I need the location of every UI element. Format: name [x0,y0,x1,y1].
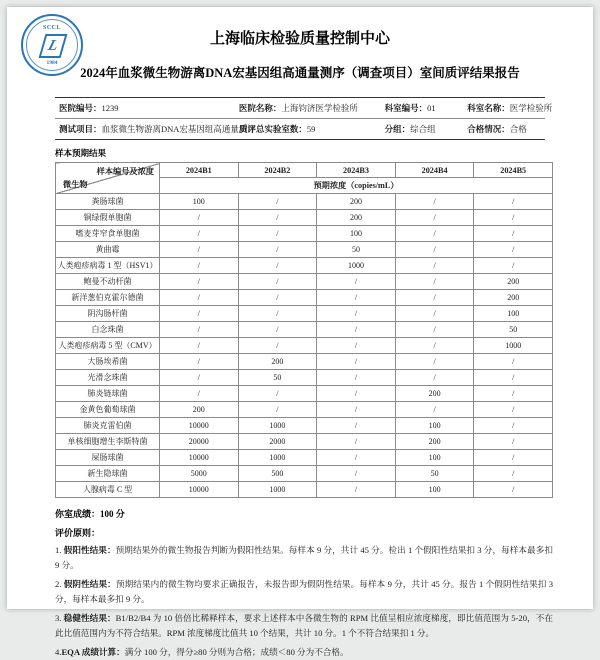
concentration-value-cell: / [317,450,396,466]
concentration-value-cell: 5000 [160,466,239,482]
concentration-value-cell: 10000 [160,418,239,434]
microbe-name-cell: 人类疱疹病毒 5 型（CMV） [56,338,160,354]
concentration-value-cell: / [474,466,553,482]
info-field [59,102,239,114]
info-field-value: 综合组 [410,124,436,134]
concentration-value-cell: 200 [395,434,474,450]
table-row [56,402,553,418]
item-text: 预期结果外的微生物报告判断为假阳性结果。每样本 9 分，共计 45 分。检出 1 个假阳性结果扣 3 分，每样本最多扣 9 分。 [55,545,553,571]
concentration-value-cell: 1000 [238,482,317,498]
evaluation-item-4 [55,645,553,660]
concentration-value-cell: / [238,274,317,290]
microbe-name-cell: 人类疱疹病毒 1 型（HSV1） [56,258,160,274]
microbe-name-cell: 人腺病毒 C 型 [56,482,160,498]
table-row [56,338,553,354]
info-field-value: 合格 [509,124,527,134]
table-row [56,210,553,226]
concentration-value-cell: / [160,354,239,370]
info-field-label: 医院编号： [59,103,102,113]
logo-sccl-text: SCCL [42,25,61,31]
item-number: 2. [55,579,64,590]
table-row [56,290,553,306]
concentration-value-cell: / [160,258,239,274]
info-field [467,102,553,114]
info-field-value: 1239 [101,103,119,113]
table-row [56,306,553,322]
microbe-name-cell: 鲍曼不动杆菌 [56,274,160,290]
evaluation-item-1 [55,543,553,573]
microbe-name-cell: 新洋葱伯克霍尔德菌 [56,290,160,306]
concentration-value-cell: / [395,290,474,306]
table-row [56,258,553,274]
concentration-value-cell: / [317,370,396,386]
concentration-value-cell: / [238,322,317,338]
concentration-value-cell: / [317,402,396,418]
concentration-value-cell: / [474,434,553,450]
item-text: 预期结果内的微生物均要求正确报告，未报告即为假阴性结果。每样本 9 分，共计 45 分。报告 1 个假阴性结果扣 3 分，每样本最多扣 9 分。 [55,579,553,605]
table-header-row [56,163,553,178]
expected-results-section-label: 样本预期结果 [55,148,107,158]
concentration-value-cell: / [317,354,396,370]
concentration-value-cell: / [474,258,553,274]
info-field-value: 59 [306,124,316,134]
concentration-value-cell: / [395,370,474,386]
concentration-value-cell: / [238,210,317,226]
org-title: 上海临床检验质量控制中心 [209,31,390,47]
info-field-value: 01 [427,103,436,113]
subheader-cell: 预期浓度（copies/mL） [160,178,553,194]
table-row [56,386,553,402]
item-text: 满分 100 分，得分≥80 分则为合格；成绩＜80 分为不合格。 [124,647,349,658]
concentration-value-cell: / [395,306,474,322]
item-term: 稳健性结果： [63,613,116,624]
concentration-value-cell: 10000 [160,482,239,498]
concentration-value-cell: / [395,338,474,354]
info-field-label: 质评总实验室数： [238,124,307,134]
microbe-name-cell: 嗜麦芽窄食单胞菌 [56,226,160,242]
concentration-value-cell: 200 [395,386,474,402]
table-row [56,370,553,386]
sample-column-header: 2024B1 [160,163,239,178]
concentration-value-cell: / [395,194,474,210]
concentration-value-cell: / [395,258,474,274]
concentration-value-cell: 100 [395,418,474,434]
sample-column-header: 2024B5 [474,163,553,178]
item-text: B1/B2/B4 为 10 倍倍比稀释样本，要求上述样本中各微生物的 RPM 比值呈相应浓度梯度，即比值范围为 5-20，不在此比值范围内为不符合结果。RPM 浓度梯度比值共 10 个结果，共计 10 分。1 个不符合结果扣 1 分。 [55,613,553,639]
concentration-value-cell: / [474,386,553,402]
concentration-value-cell: / [317,290,396,306]
concentration-value-cell: / [238,306,317,322]
concentration-value-cell: 100 [474,306,553,322]
concentration-value-cell: / [238,386,317,402]
info-field [239,123,385,135]
info-field-label: 科室名称： [467,103,510,113]
concentration-value-cell: / [317,418,396,434]
microbe-name-cell: 白念珠菌 [56,322,160,338]
corner-label-sample: 样本编号及浓度 [96,167,154,176]
concentration-value-cell: 1000 [474,338,553,354]
concentration-value-cell: 500 [238,466,317,482]
logo-emblem-letter: L [46,37,61,54]
table-row [56,354,553,370]
expected-results-table [55,162,553,498]
info-field [59,123,256,135]
concentration-value-cell: / [474,370,553,386]
table-row [56,242,553,258]
concentration-value-cell: / [317,322,396,338]
microbe-name-cell: 阴沟肠杆菌 [56,306,160,322]
concentration-value-cell: / [160,290,239,306]
item-term: 假阳性结果： [63,545,116,555]
concentration-value-cell: / [160,210,239,226]
concentration-value-cell: / [395,210,474,226]
corner-label-microbe: 微生物 [63,180,88,189]
concentration-value-cell: 200 [317,210,396,226]
concentration-value-cell: / [474,354,553,370]
concentration-value-cell: 1000 [238,418,317,434]
concentration-value-cell: / [317,434,396,450]
concentration-value-cell: / [160,242,239,258]
concentration-value-cell: / [238,258,317,274]
sample-column-header: 2024B4 [395,163,474,178]
concentration-value-cell: / [317,482,396,498]
table-row [56,194,553,210]
concentration-value-cell: 100 [160,194,239,210]
info-field-value: 医学检验所 [509,103,553,113]
info-field-label: 测试项目： [59,124,102,134]
microbe-name-cell: 屎肠球菌 [56,450,160,466]
table-row [56,274,553,290]
microbe-name-cell: 肺炎克雷伯菌 [56,418,160,434]
concentration-value-cell: 10000 [160,450,239,466]
logo-year-text: 1984 [46,60,58,66]
concentration-value-cell: / [474,226,553,242]
concentration-value-cell: 100 [395,482,474,498]
concentration-value-cell: / [317,386,396,402]
microbe-name-cell: 单核细胞增生李斯特菌 [56,434,160,450]
concentration-value-cell: / [474,482,553,498]
table-row [56,450,553,466]
concentration-value-cell: / [474,194,553,210]
concentration-value-cell: / [160,338,239,354]
concentration-value-cell: / [317,466,396,482]
concentration-value-cell: / [238,338,317,354]
table-row [56,322,553,338]
sample-column-header: 2024B2 [238,163,317,178]
concentration-value-cell: 2000 [238,434,317,450]
concentration-value-cell: / [474,450,553,466]
org-logo [21,14,83,76]
evaluation-item-2 [55,577,553,607]
concentration-value-cell: / [238,290,317,306]
info-field-label: 科室编号： [384,103,428,113]
concentration-value-cell: / [317,338,396,354]
microbe-name-cell: 铜绿假单胞菌 [56,210,160,226]
evaluation-principles-title: 评价原则： [55,528,101,538]
info-row [55,98,553,118]
concentration-value-cell: 200 [160,402,239,418]
concentration-value-cell: 100 [395,450,474,466]
concentration-value-cell: / [238,194,317,210]
concentration-value-cell: / [395,226,474,242]
concentration-value-cell: 200 [474,274,553,290]
concentration-value-cell: 1000 [317,258,396,274]
score-value: 100 分 [100,509,125,519]
item-number: 1. [55,545,64,555]
concentration-value-cell: 200 [474,290,553,306]
diagonal-corner-cell [56,163,160,194]
concentration-value-cell: / [160,274,239,290]
item-term: 假阴性结果： [63,579,116,590]
concentration-value-cell: / [238,242,317,258]
concentration-value-cell: / [160,386,239,402]
concentration-value-cell: / [160,322,239,338]
concentration-value-cell: / [317,274,396,290]
table-row [56,226,553,242]
info-field-label: 医院名称： [238,103,282,113]
concentration-value-cell: / [160,306,239,322]
item-term: EQA 成绩计算： [61,647,125,658]
concentration-value-cell: / [395,242,474,258]
microbe-name-cell: 黄曲霉 [56,242,160,258]
concentration-value-cell: / [238,226,317,242]
concentration-value-cell: 20000 [160,434,239,450]
info-field-value: 上海钧济医学检验所 [281,103,358,113]
concentration-value-cell: / [474,402,553,418]
table-row [56,418,553,434]
concentration-value-cell: 200 [238,354,317,370]
table-body [56,194,553,498]
sample-column-header: 2024B3 [317,163,396,178]
concentration-value-cell: / [238,402,317,418]
concentration-value-cell: / [395,402,474,418]
microbe-name-cell: 大肠埃希菌 [56,354,160,370]
concentration-value-cell: 200 [317,194,396,210]
info-row [55,118,545,139]
info-field [385,102,468,114]
info-field-label: 分组： [384,124,411,134]
info-field-label: 合格情况： [467,124,510,134]
item-number: 3. [55,613,64,624]
concentration-value-cell: 50 [474,322,553,338]
info-field [467,123,545,135]
concentration-value-cell: 50 [238,370,317,386]
info-field-value: 血浆微生物游离DNA宏基因组高通量测序 [101,124,256,134]
microbe-name-cell: 金黄色葡萄球菌 [56,402,160,418]
concentration-value-cell: / [474,242,553,258]
info-field [385,123,468,135]
concentration-value-cell: 50 [395,466,474,482]
report-title: 2024年血浆微生物游离DNA宏基因组高通量测序（调查项目）室间质评结果报告 [80,66,520,80]
evaluation-item-3 [55,611,553,641]
concentration-value-cell: 50 [317,242,396,258]
table-row [56,466,553,482]
report-page [7,7,593,658]
microbe-name-cell: 粪肠球菌 [56,194,160,210]
table-row [56,482,553,498]
concentration-value-cell: / [395,354,474,370]
score-line [55,507,545,520]
concentration-value-cell: / [474,210,553,226]
concentration-value-cell: 100 [317,226,396,242]
info-field [239,102,385,114]
microbe-name-cell: 光滑念珠菌 [56,370,160,386]
table-row [56,434,553,450]
concentration-value-cell: / [160,226,239,242]
concentration-value-cell: / [474,418,553,434]
concentration-value-cell: / [317,306,396,322]
microbe-name-cell: 肺炎链球菌 [56,386,160,402]
item-number: 4. [55,647,62,658]
score-label: 你室成绩： [55,509,101,519]
concentration-value-cell: / [395,322,474,338]
microbe-name-cell: 新生隐球菌 [56,466,160,482]
concentration-value-cell: / [395,274,474,290]
concentration-value-cell: / [160,370,239,386]
report-info-table [55,97,553,140]
concentration-value-cell: 1000 [238,450,317,466]
